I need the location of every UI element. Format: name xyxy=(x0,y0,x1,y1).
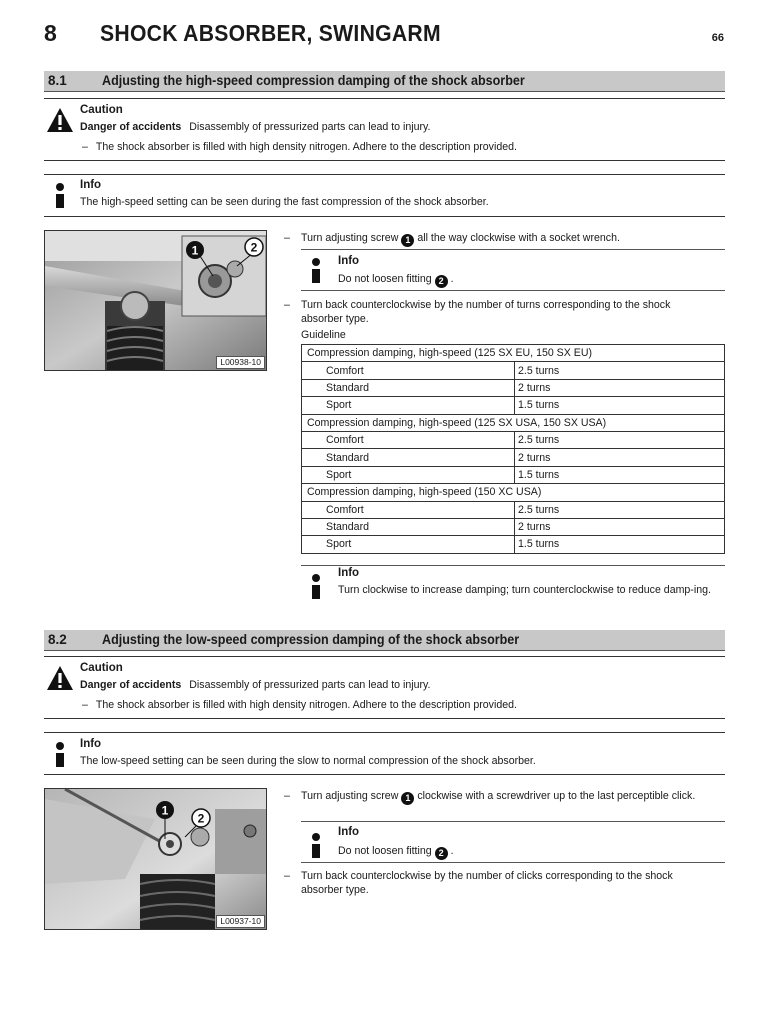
caution-danger-line xyxy=(80,120,430,134)
table-row xyxy=(302,536,725,553)
table-row xyxy=(302,449,725,466)
danger-text: Disassembly of pressurized parts can lead to injury. xyxy=(189,679,431,691)
warning-triangle-icon xyxy=(46,665,74,691)
svg-text:1: 1 xyxy=(191,243,199,258)
step-info-label: Info xyxy=(338,826,360,838)
final-info-label: Info xyxy=(338,567,360,579)
step-1: – Turn adjusting screw 1 all the way clockwise with a socket wrench. xyxy=(284,232,620,245)
caution-bullet: – The shock absorber is filled with high density nitrogen. Adhere to the description provided. xyxy=(82,141,517,153)
chapter-number: 8 xyxy=(44,20,58,46)
table-row xyxy=(302,466,725,483)
row-value: 1.5 turns xyxy=(515,397,725,414)
step-2: – Turn back counterclockwise by the number of clicks corresponding to the shock absorber type. xyxy=(284,870,673,896)
step-info-text: Do not loosen fitting xyxy=(338,273,432,285)
divider xyxy=(44,98,725,99)
row-value: 2.5 turns xyxy=(515,431,725,448)
divider xyxy=(301,249,725,250)
row-label: Sport xyxy=(302,466,515,483)
step-text: Turn adjusting screw xyxy=(301,232,399,244)
warning-triangle-icon xyxy=(46,107,74,133)
row-label: Sport xyxy=(302,536,515,553)
caution-bullet-text: The shock absorber is filled with high density nitrogen. Adhere to the description provided. xyxy=(95,141,517,153)
row-label: Standard xyxy=(302,518,515,535)
section-heading-8-1 xyxy=(44,71,725,92)
divider xyxy=(44,718,725,719)
divider xyxy=(301,821,725,822)
row-value: 1.5 turns xyxy=(515,466,725,483)
danger-label: Danger of accidents xyxy=(80,121,182,133)
callout-2-badge: 2 xyxy=(435,275,448,288)
table-row xyxy=(302,518,725,535)
info-label: Info xyxy=(80,738,102,750)
callout-2-badge: 2 xyxy=(435,847,448,860)
svg-text:2: 2 xyxy=(197,811,205,826)
section-number: 8.1 xyxy=(48,73,67,88)
step-text: Turn adjusting screw xyxy=(301,790,399,802)
table-row xyxy=(302,379,725,396)
step-text: Turn back counterclockwise by the number of clicks corresponding to the shock absorber type. xyxy=(301,870,673,896)
chapter-title: SHOCK ABSORBER, SWINGARM xyxy=(100,20,441,46)
svg-text:2: 2 xyxy=(250,240,258,255)
row-value: 2.5 turns xyxy=(515,501,725,518)
row-value: 2 turns xyxy=(515,518,725,535)
row-value: 1.5 turns xyxy=(515,536,725,553)
step-info-text: Do not loosen fitting xyxy=(338,845,432,857)
damping-spec-table xyxy=(301,344,725,554)
row-label: Comfort xyxy=(302,501,515,518)
callout-1-badge: 1 xyxy=(401,234,414,247)
step-text: all the way clockwise with a socket wrench. xyxy=(417,232,620,244)
divider xyxy=(301,565,725,566)
divider xyxy=(301,290,725,291)
divider xyxy=(44,774,725,775)
shock-absorber-photo-high-speed xyxy=(44,230,267,371)
section-title: Adjusting the high-speed compression damping of the shock absorber xyxy=(102,73,525,88)
divider xyxy=(44,216,725,217)
info-icon xyxy=(309,258,323,284)
step-info-label: Info xyxy=(338,255,360,267)
info-label: Info xyxy=(80,179,102,191)
caution-danger-line xyxy=(80,678,430,692)
caution-label: Caution xyxy=(80,662,123,674)
caution-bullet-text: The shock absorber is filled with high density nitrogen. Adhere to the description provided. xyxy=(95,699,517,711)
guideline-label: Guideline xyxy=(301,329,346,341)
divider xyxy=(44,174,725,175)
page-number: 66 xyxy=(711,32,724,44)
step-1: – Turn adjusting screw 1 clockwise with a screwdriver up to the last perceptible click. xyxy=(284,790,696,803)
final-info-text: Turn clockwise to increase damping; turn counterclockwise to reduce damp-ing. xyxy=(338,584,711,596)
table-row xyxy=(302,431,725,448)
row-label: Standard xyxy=(302,379,515,396)
table-row xyxy=(302,362,725,379)
danger-label: Danger of accidents xyxy=(80,679,182,691)
info-icon xyxy=(53,183,67,209)
info-icon xyxy=(309,833,323,859)
step-info-line: Do not loosen fitting 2 . xyxy=(338,273,454,286)
table-row xyxy=(302,501,725,518)
step-2: – Turn back counterclockwise by the number of turns corresponding to the shock absorber type. xyxy=(284,299,671,325)
section-heading-8-2 xyxy=(44,630,725,651)
figure-id: L00938-10 xyxy=(216,356,265,369)
step-text: Turn back counterclockwise by the number of turns corresponding to the shock absorber type. xyxy=(301,299,671,325)
row-label: Comfort xyxy=(302,362,515,379)
caution-label: Caution xyxy=(80,104,123,116)
info-text: The high-speed setting can be seen during the fast compression of the shock absorber. xyxy=(80,196,489,208)
divider xyxy=(44,656,725,657)
table-group-header: Compression damping, high-speed (150 XC USA) xyxy=(302,484,725,501)
callout-1-badge: 1 xyxy=(401,792,414,805)
table-row xyxy=(302,397,725,414)
table-group-header: Compression damping, high-speed (125 SX USA, 150 SX USA) xyxy=(302,414,725,431)
info-icon xyxy=(53,742,67,768)
step-info-line: Do not loosen fitting 2 . xyxy=(338,845,454,858)
divider xyxy=(44,732,725,733)
caution-bullet: – The shock absorber is filled with high density nitrogen. Adhere to the description provided. xyxy=(82,699,517,711)
row-label: Comfort xyxy=(302,431,515,448)
danger-text: Disassembly of pressurized parts can lead to injury. xyxy=(189,121,431,133)
row-value: 2 turns xyxy=(515,449,725,466)
step-text: clockwise with a screwdriver up to the last perceptible click. xyxy=(417,790,696,802)
section-number: 8.2 xyxy=(48,632,67,647)
row-value: 2 turns xyxy=(515,379,725,396)
info-icon xyxy=(309,574,323,600)
divider xyxy=(44,160,725,161)
section-title: Adjusting the low-speed compression damping of the shock absorber xyxy=(102,632,520,647)
shock-absorber-photo-low-speed xyxy=(44,788,267,930)
row-label: Standard xyxy=(302,449,515,466)
table-group-header: Compression damping, high-speed (125 SX EU, 150 SX EU) xyxy=(302,345,725,362)
svg-text:1: 1 xyxy=(161,803,169,818)
figure-id: L00937-10 xyxy=(216,915,265,928)
divider xyxy=(301,862,725,863)
info-text: The low-speed setting can be seen during the slow to normal compression of the shock absorber. xyxy=(80,755,536,767)
row-value: 2.5 turns xyxy=(515,362,725,379)
row-label: Sport xyxy=(302,397,515,414)
